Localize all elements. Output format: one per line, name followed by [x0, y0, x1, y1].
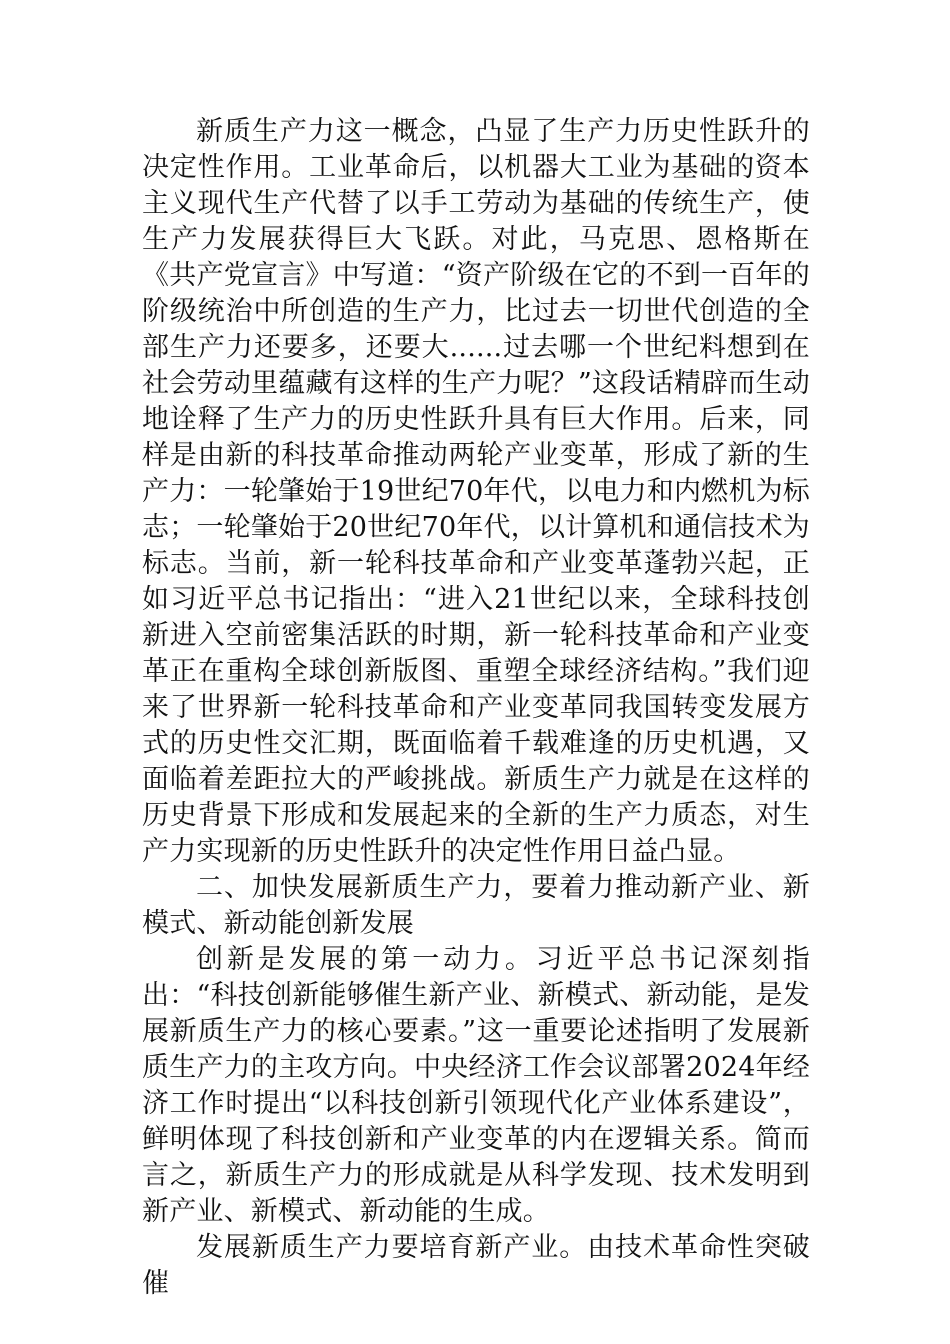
document-body [142, 114, 810, 1302]
body-paragraph: 新质生产力这一概念，凸显了生产力历史性跃升的决定性作用。工业革命后，以机器大工业为基础的资本主义现代生产代替了以手工劳动为基础的传统生产，使生产力发展获得巨大飞跃。对此，马克思、恩格斯在《共产党宣言》中写道：“资产阶级在它的不到一百年的阶级统治中所创造的生产力，比过去一切世代创造的全部生产力还要多，还要大......过去哪一个世纪料想到在社会劳动里蕴藏有这样的生产力呢？”这段话精辟而生动地诠释了生产力的历史性跃升具有巨大作用。后来，同样是由新的科技革命推动两轮产业变革，形成了新的生产力：一轮肇始于19世纪70年代，以电力和内燃机为标志；一轮肇始于20世纪70年代，以计算机和通信技术为标志。当前，新一轮科技革命和产业变革蓬勃兴起，正如习近平总书记指出：“进入21世纪以来，全球科技创新进入空前密集活跃的时期，新一轮科技革命和产业变革正在重构全球创新版图、重塑全球经济结构。”我们迎来了世界新一轮科技革命和产业变革同我国转变发展方式的历史性交汇期，既面临着千载难逢的历史机遇，又面临着差距拉大的严峻挑战。新质生产力就是在这样的历史背景下形成和发展起来的全新的生产力质态，对生产力实现新的历史性跃升的决定性作用日益凸显。 [142, 116, 810, 867]
body-paragraph: 发展新质生产力要培育新产业。由技术革命性突破催 [142, 1232, 810, 1299]
body-paragraph: 创新是发展的第一动力。习近平总书记深刻指出：“科技创新能够催生新产业、新模式、新动能，是发展新质生产力的核心要素。”这一重要论述指明了发展新质生产力的主攻方向。中央经济工作会议部署2024年经济工作时提出“以科技创新引领现代化产业体系建设”，鲜明体现了科技创新和产业变革的内在逻辑关系。简而言之，新质生产力的形成就是从科学发现、技术发明到新产业、新模式、新动能的生成。 [142, 944, 810, 1227]
section-heading: 二、加快发展新质生产力，要着力推动新产业、新模式、新动能创新发展 [142, 872, 810, 939]
